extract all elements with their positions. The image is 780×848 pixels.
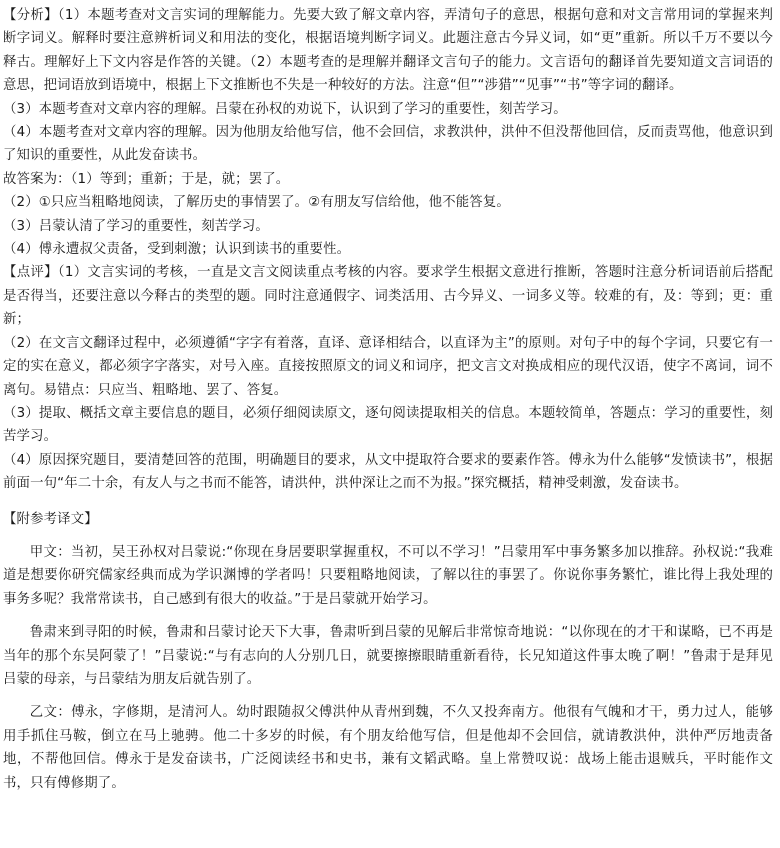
translation-paragraph-3: 乙文：傅永，字修期，是清河人。幼时跟随叔父傅洪仲从青州到魏，不久又投奔南方。他很有气魄和才干，勇力过人，能够用手抓住马鞍，倒立在马上驰骋。他二十多岁的时候，有个朋友给他写信，但是他却不会回信，就请教洪仲，洪仲严厉地责备地，不帮他回信。傅永于是发奋读书，广泛阅读经书和史书，兼有文韬武略。皇上常赞叹说：战场上能击退贼兵，平时能作文书，只有傅修期了。 <box>3 705 773 791</box>
translation-paragraph-1: 甲文：当初，吴王孙权对吕蒙说:“你现在身居要职掌握重权，不可以不学习！”吕蒙用军中事务繁多加以推辞。孙权说:“我难道是想要你研究儒家经典而成为学识渊博的学者吗！只要粗略地阅读，了解以往的事罢了。你说你事务繁忙，谁比得上我处理的事务多呢？我常常读书，自己感到有很大的收益。”于是吕蒙就开始学习。 <box>3 544 773 607</box>
section-spacer <box>3 496 773 508</box>
answer-line-3: （3）吕蒙认清了学习的重要性，刻苦学习。 <box>3 218 269 234</box>
paragraph-spacer <box>3 611 773 621</box>
analysis-paragraph-1: 【分析】（1）本题考查对文言实词的理解能力。先要大致了解文章内容，弄清句子的意思，根据句意和对文言常用词的掌握来判断字词义。解释时要注意辨析词义和用法的变化，根据语境判断字词义。此题注意古今异义词，如“更”重新。所以千万不要以今释古。理解好上下文内容是作答的关键。（2）本题考查的是理解并翻译文言句子的能力。文言语句的翻译首先要知道文言词语的意思，把词语放到语境中，根据上下文推断也不失是一种较好的方法。注意“但”“涉猎”“见事”“书”等字词的翻译。 <box>3 8 773 94</box>
analysis-paragraph-3: （3）本题考查对文章内容的理解。吕蒙在孙权的劝说下，认识到了学习的重要性，刻苦学习。 <box>3 101 567 117</box>
answer-line-4: （4）傅永遭叔父责备，受到刺激；认识到读书的重要性。 <box>3 242 351 258</box>
comment-paragraph-2: （2）在文言文翻译过程中，必须遵循“字字有着落，直译、意译相结合，以直译为主”的原则。对句子中的每个字词，只要它有一定的实在意义，都必须字字落实，对号入座。直接按照原文的词义和词序，把文言文对换成相应的现代汉语，使字不离词，词不离句。易错点：只应当、粗略地、罢了、答复。 <box>3 335 773 398</box>
translation-paragraph-2: 鲁肃来到寻阳的时候，鲁肃和吕蒙讨论天下大事，鲁肃听到吕蒙的见解后非常惊奇地说：“以你现在的才干和谋略，已不再是当年的那个东吴阿蒙了！”吕蒙说:“与有志向的人分别几日，就要擦擦眼睛重新看待，长兄知道这件事太晚了啊！”鲁肃于是拜见吕蒙的母亲，与吕蒙结为朋友后就告别了。 <box>3 625 773 687</box>
comment-paragraph-3: （3）提取、概括文章主要信息的题目，必须仔细阅读原文，逐句阅读提取相关的信息。本题较简单，答题点：学习的重要性，刻苦学习。 <box>3 405 773 445</box>
answer-line-2: （2）①只应当粗略地阅读，了解历史的事情罢了。②有朋友写信给他，他不能答复。 <box>3 195 510 211</box>
translation-heading: 【附参考译文】 <box>3 511 98 527</box>
comment-paragraph-1: 【点评】（1）文言实词的考核，一直是文言文阅读重点考核的内容。要求学生根据文意进行推断，答题时注意分析词语前后搭配是否得当，还要注意以今释古的类型的题。同时注意通假字、词类活用、古今异义、一词多义等。较难的有，及：等到；更：重新； <box>3 265 773 328</box>
paragraph-spacer <box>3 691 773 701</box>
comment-paragraph-4: （4）原因探究题目，要清楚回答的范围，明确题目的要求，从文中提取符合要求的要素作答。傅永为什么能够“发愤读书”，根据前面一句“年二十余，有友人与之书而不能答，请洪仲，洪仲深让之而不为报。”探究概括，精神受刺激，发奋读书。 <box>3 452 773 492</box>
answer-line-1: 故答案为：（1）等到；重新；于是，就；罢了。 <box>3 171 290 187</box>
paragraph-spacer <box>3 531 773 541</box>
analysis-paragraph-4: （4）本题考查对文章内容的理解。因为他朋友给他写信，他不会回信，求教洪仲，洪仲不但没帮他回信，反而责骂他，他意识到了知识的重要性，从此发奋读书。 <box>3 125 773 164</box>
